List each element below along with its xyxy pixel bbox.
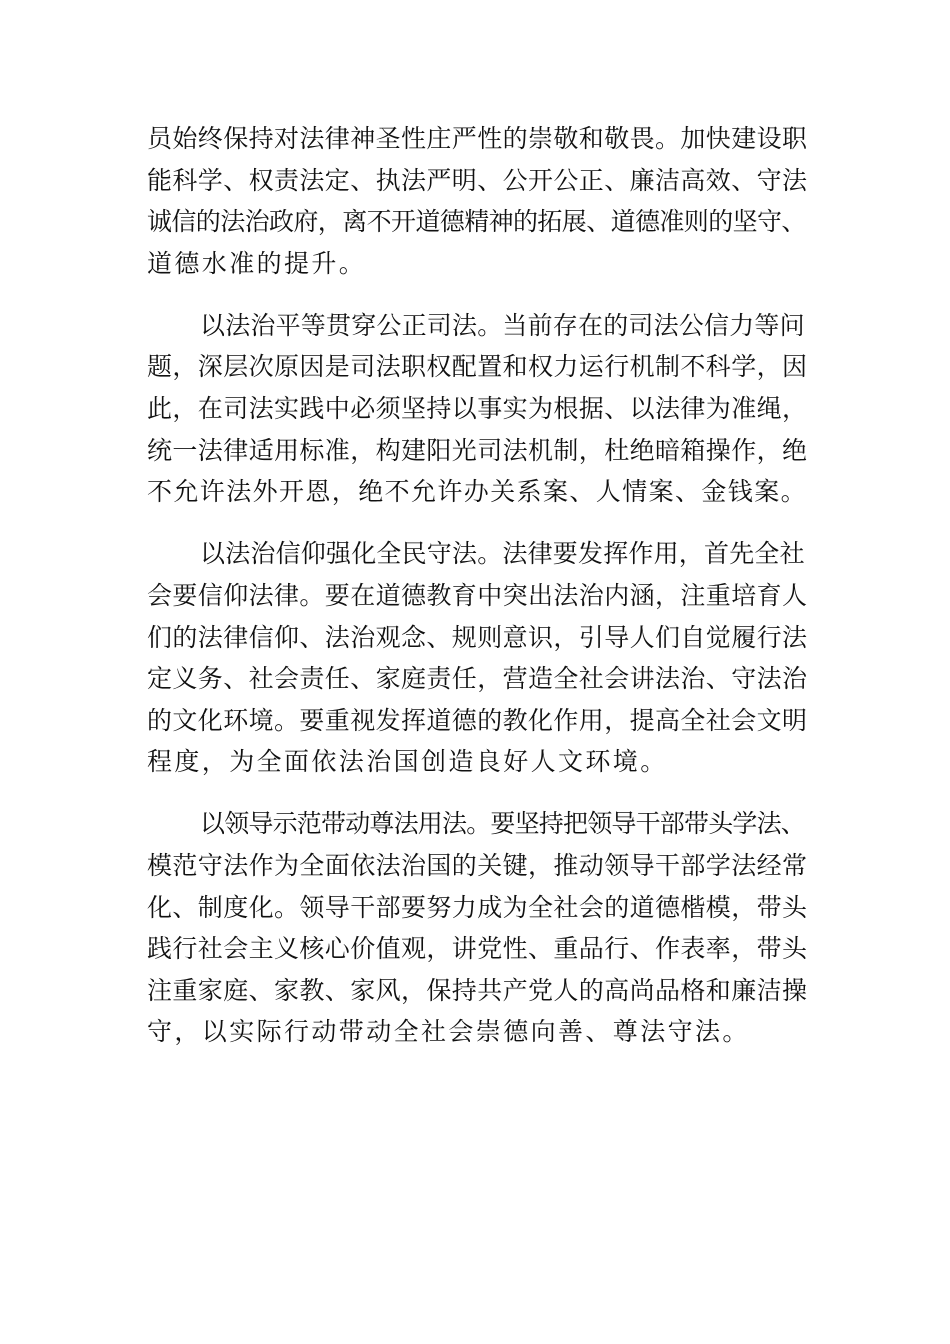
text-line: 注重家庭、家教、家风，保持共产党人的高尚品格和廉洁操 (147, 975, 808, 1005)
text-line: 模范守法作为全面依法治国的关键，推动领导干部学法经常 (147, 851, 808, 880)
paragraph-4 (147, 803, 807, 1053)
text-line: 定义务、社会责任、家庭责任，营造全社会讲法治、守法治 (147, 664, 808, 694)
text-line: 员始终保持对法律神圣性庄严性的崇敬和敬畏。加快建设职 (147, 124, 808, 153)
text-line: 践行社会主义核心价值观，讲党性、重品行、作表率，带头 (147, 934, 808, 964)
paragraph-3 (147, 533, 807, 783)
text-line: 题，深层次原因是司法职权配置和权力运行机制不科学，因 (147, 352, 808, 382)
text-line: 的文化环境。要重视发挥道德的教化作用，提高全社会文明 (147, 705, 808, 735)
text-line: 程度，为全面依法治国创造良好人文环境。 (147, 747, 668, 777)
text-line: 守，以实际行动带动全社会崇德向善、尊法守法。 (147, 1017, 750, 1047)
text-line: 统一法律适用标准，构建阳光司法机制，杜绝暗箱操作，绝 (147, 435, 808, 465)
text-line: 能科学、权责法定、执法严明、公开公正、廉洁高效、守法 (147, 165, 808, 195)
text-line: 不允许法外开恩，绝不允许办关系案、人情案、金钱案。 (147, 477, 808, 507)
paragraph-2 (147, 305, 807, 513)
text-line: 以领导示范带动尊法用法。要坚持把领导干部带头学法、 (200, 809, 806, 839)
text-line: 们的法律信仰、法治观念、规则意识，引导人们自觉履行法 (147, 622, 808, 652)
text-line: 化、制度化。领导干部要努力成为全社会的道德楷模，带头 (147, 892, 808, 922)
text-line: 以法治信仰强化全民守法。法律要发挥作用，首先全社 (200, 539, 805, 569)
text-line: 此，在司法实践中必须坚持以事实为根据、以法律为准绳， (147, 394, 808, 424)
text-line: 以法治平等贯穿公正司法。当前存在的司法公信力等问 (200, 310, 805, 340)
document-body (147, 118, 807, 1053)
text-line: 会要信仰法律。要在道德教育中突出法治内涵，注重培育人 (147, 580, 808, 610)
paragraph-1 (147, 118, 807, 284)
text-line: 道德水准的提升。 (147, 248, 367, 278)
text-line: 诚信的法治政府，离不开道德精神的拓展、道德准则的坚守、 (147, 207, 806, 237)
